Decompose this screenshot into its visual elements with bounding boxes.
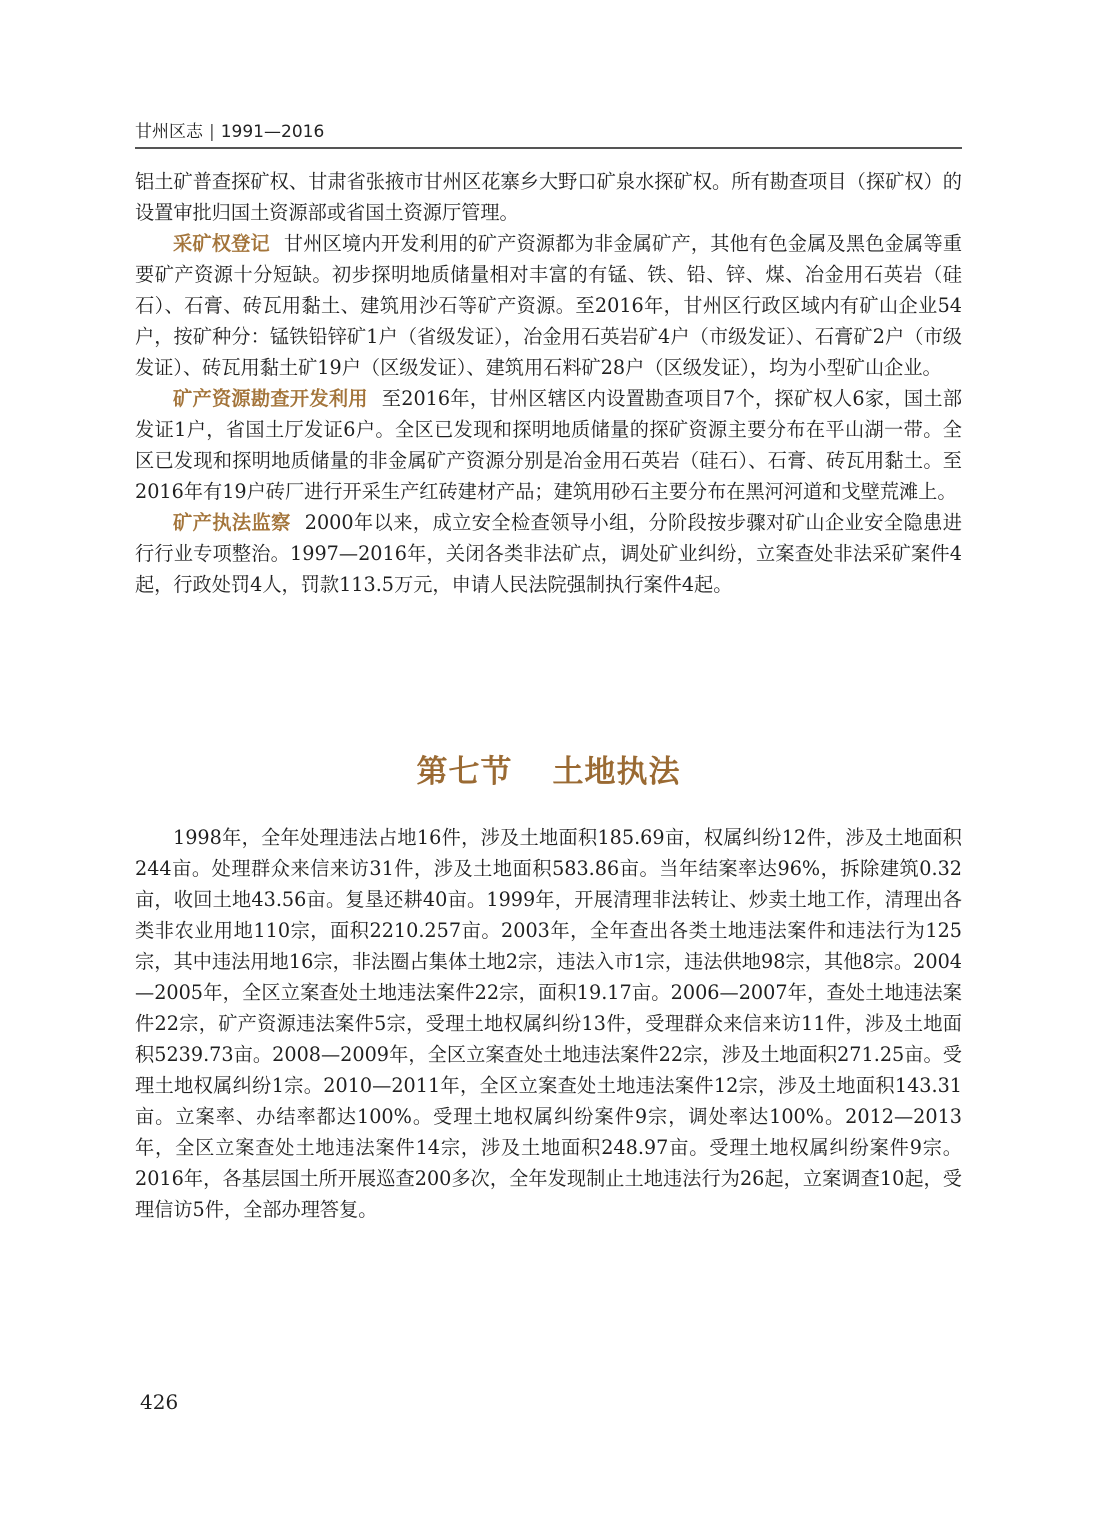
section-name: 土地执法 <box>552 754 681 790</box>
page-number: 426 <box>140 1390 179 1414</box>
header-rule <box>135 147 962 149</box>
section-body-block <box>135 822 962 1225</box>
continuation-paragraph: 铝土矿普查探矿权、甘肃省张掖市甘州区花寨乡大野口矿泉水探矿权。所有勘查项目（探矿权）的设置审批归国土资源部或省国土资源厅管理。 <box>135 170 962 224</box>
header-separator: | <box>209 122 215 142</box>
paragraph-text: 甘州区境内开发利用的矿产资源都为非金属矿产，其他有色金属及黑色金属等重要矿产资源十分短缺。初步探明地质储量相对丰富的有锰、铁、铅、锌、煤、冶金用石英岩（硅石）、石膏、砖瓦用黏土、建筑用沙石等矿产资源。至2016年，甘州区行政区域内有矿山企业54户，按矿种分：锰铁铅锌矿1户（省级发证），冶金用石英岩矿4户（市级发证）、石膏矿2户（市级发证）、砖瓦用黏土矿19户（区级发证）、建筑用石料矿28户（区级发证），均为小型矿山企业。 <box>135 232 963 379</box>
paragraph-mining-rights <box>135 228 962 383</box>
top-text-block <box>135 166 962 600</box>
section-number: 第七节 <box>416 754 513 790</box>
paragraph-text: 至2016年，甘州区辖区内设置勘查项目7个，探矿权人6家，国土部发证1户，省国土厅发证6户。全区已发现和探明地质储量的探矿资源主要分布在平山湖一带。全区已发现和探明地质储量的非金属矿产资源分别是冶金用石英岩（硅石）、石膏、砖瓦用黏土。至2016年有19户砖厂进行开采生产红砖建材产品；建筑用砂石主要分布在黑河河道和戈壁荒滩上。 <box>135 387 963 503</box>
book-title: 甘州区志 <box>135 122 203 142</box>
subheading-mining-rights: 采矿权登记 <box>173 232 270 255</box>
section-title <box>135 752 962 792</box>
section-body-paragraph: 1998年，全年处理违法占地16件，涉及土地面积185.69亩，权属纠纷12件，涉及土地面积244亩。处理群众来信来访31件，涉及土地面积583.86亩。当年结案率达96%，拆除建筑0.32亩，收回土地43.56亩。复垦还耕40亩。1999年，开展清理非法转让、炒卖土地工作，清理出各类非农业用地110宗，面积2210.257亩。2003年，全年查出各类土地违法案件和违法行为125宗，其中违法用地16宗，非法圈占集体土地2宗，违法入市1宗，违法供地98宗，其他8宗。2004—2005年，全区立案查处土地违法案件22宗，面积19.17亩。2006—2007年，查处土地违法案件22宗，矿产资源违法案件5宗，受理土地权属纠纷13件，受理群众来信来访11件，涉及土地面积5239.73亩。2008—2009年，全区立案查处土地违法案件22宗，涉及土地面积271.25亩。受理土地权属纠纷1宗。2010—2011年，全区立案查处土地违法案件12宗，涉及土地面积143.31亩。立案率、办结率都达100%。受理土地权属纠纷案件9宗，调处率达100%。2012—2013年，全区立案查处土地违法案件14宗，涉及土地面积248.97亩。受理土地权属纠纷案件9宗。2016年，各基层国土所开展巡查200多次，全年发现制止土地违法行为26起，立案调查10起，受理信访5件，全部办理答复。 <box>135 826 962 1221</box>
running-header <box>135 118 962 146</box>
paragraph-mining-enforcement <box>135 507 962 600</box>
paragraph-mineral-exploration <box>135 383 962 507</box>
subheading-mineral-exploration: 矿产资源勘查开发利用 <box>173 387 368 410</box>
header-years: 1991—2016 <box>220 122 325 142</box>
paragraph-text: 2000年以来，成立安全检查领导小组，分阶段按步骤对矿山企业安全隐患进行行业专项整治。1997—2016年，关闭各类非法矿点，调处矿业纠纷，立案查处非法采矿案件4起，行政处罚4人，罚款113.5万元，申请人民法院强制执行案件4起。 <box>135 511 962 596</box>
subheading-mining-enforcement: 矿产执法监察 <box>173 511 291 534</box>
